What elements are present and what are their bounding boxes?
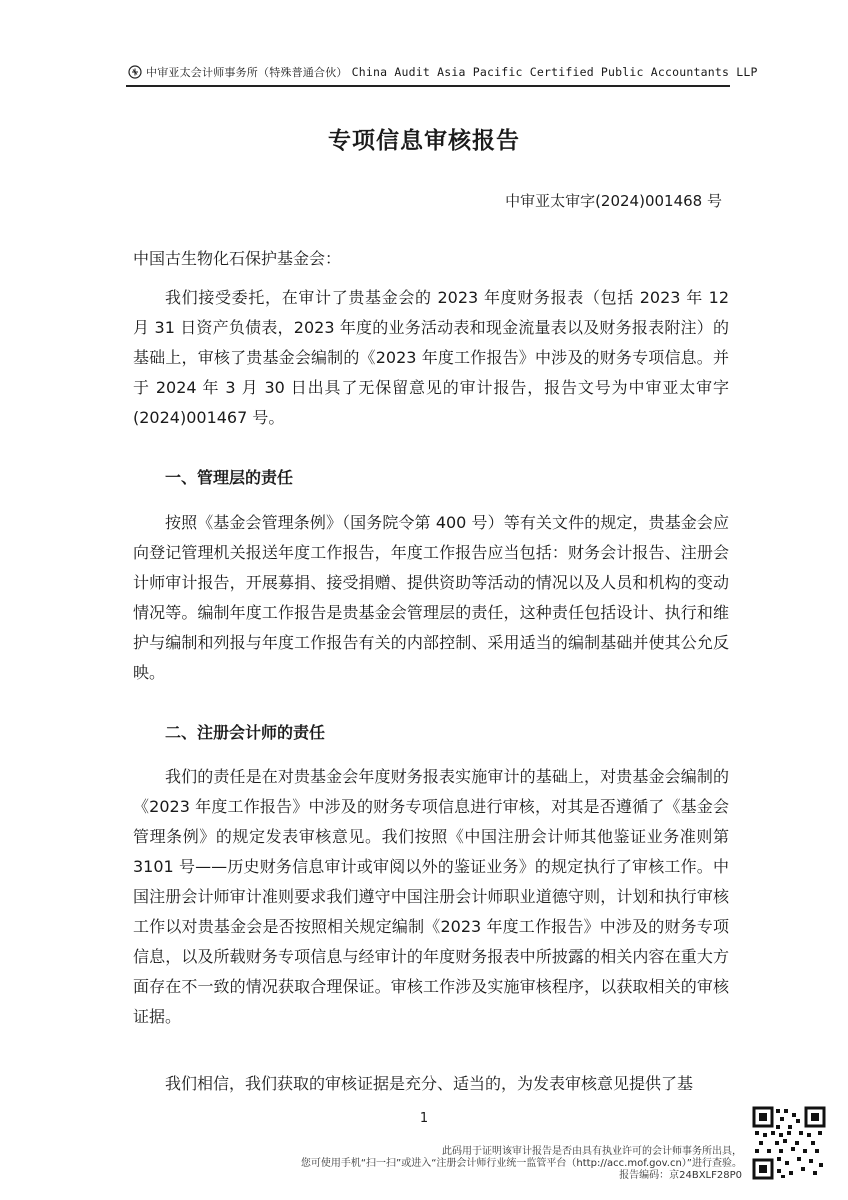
verification-line2: 您可使用手机“扫一扫”或进入“注册会计师行业统一监管平台（http://acc.mof.gov.cn）”进行查验。 — [300, 1158, 742, 1169]
firm-name-cn: 中审亚太会计师事务所（特殊普通合伙） — [146, 66, 348, 79]
firm-logo-icon — [128, 65, 142, 79]
page-number: 1 — [419, 1111, 429, 1126]
qr-code-icon — [752, 1106, 826, 1180]
firm-header — [128, 64, 758, 80]
intro-paragraph: 我们接受委托，在审计了贵基金会的 2023 年度财务报表（包括 2023 年 12 月 31 日资产负债表，2023 年度的业务活动表和现金流量表以及财务报表附注）的基础上，审核了贵基金会编制的《2023 年度工作报告》中涉及的财务专项信息。并于 2024 年 3 月 30 日出具了无保留意见的审计报告，报告文号为中审亚太审字 (2024)001467 号。 — [133, 288, 729, 427]
section2-paragraph2: 我们相信，我们获取的审核证据是充分、适当的，为发表审核意见提供了基 — [165, 1074, 694, 1093]
reference-number: 中审亚太审字(2024)001468 号 — [505, 192, 722, 210]
section1-heading: 一、管理层的责任 — [165, 468, 294, 487]
salutation: 中国古生物化石保护基金会： — [133, 249, 342, 268]
section2-paragraph1: 我们的责任是在对贵基金会年度财务报表实施审计的基础上，对贵基金会编制的《2023 年度工作报告》中涉及的财务专项信息进行审核，对其是否遵循了《基金会管理条例》的规定发表审核意见。我们按照《中国注册会计师其他鉴证业务准则第 3101 号——历史财务信息审计或审阅以外的鉴证业务》的规定执行了审核工作。中国注册会计师审计准则要求我们遵守中国注册会计师职业道德守则，计划和执行审核工作以对贵基金会是否按照相关规定编制《2023 年度工作报告》中涉及的财务专项信息，以及所载财务专项信息与经审计的年度财务报表中所披露的相关内容在重大方面存在不一致的情况获取合理保证。审核工作涉及实施审核程序，以获取相关的审核证据。 — [133, 767, 729, 1026]
section1-paragraph: 按照《基金会管理条例》（国务院令第 400 号）等有关文件的规定，贵基金会应向登记管理机关报送年度工作报告，年度工作报告应当包括：财务会计报告、注册会计师审计报告，开展募捐、接受捐赠、提供资助等活动的情况以及人员和机构的变动情况等。编制年度工作报告是贵基金会管理层的责任，这种责任包括设计、执行和维护与编制和列报与年度工作报告有关的内部控制、采用适当的编制基础并使其公允反映。 — [133, 513, 729, 682]
verification-note — [222, 1146, 742, 1182]
firm-name-en: China Audit Asia Pacific Certified Public Accountants LLP — [351, 65, 758, 79]
verification-line3: 报告编码：京24BXLF28P0 — [619, 1170, 742, 1181]
section2-heading: 二、注册会计师的责任 — [165, 723, 326, 742]
verification-line1: 此码用于证明该审计报告是否由具有执业许可的会计师事务所出具， — [442, 1146, 742, 1157]
report-title: 专项信息审核报告 — [328, 128, 520, 154]
header-divider — [126, 85, 730, 87]
